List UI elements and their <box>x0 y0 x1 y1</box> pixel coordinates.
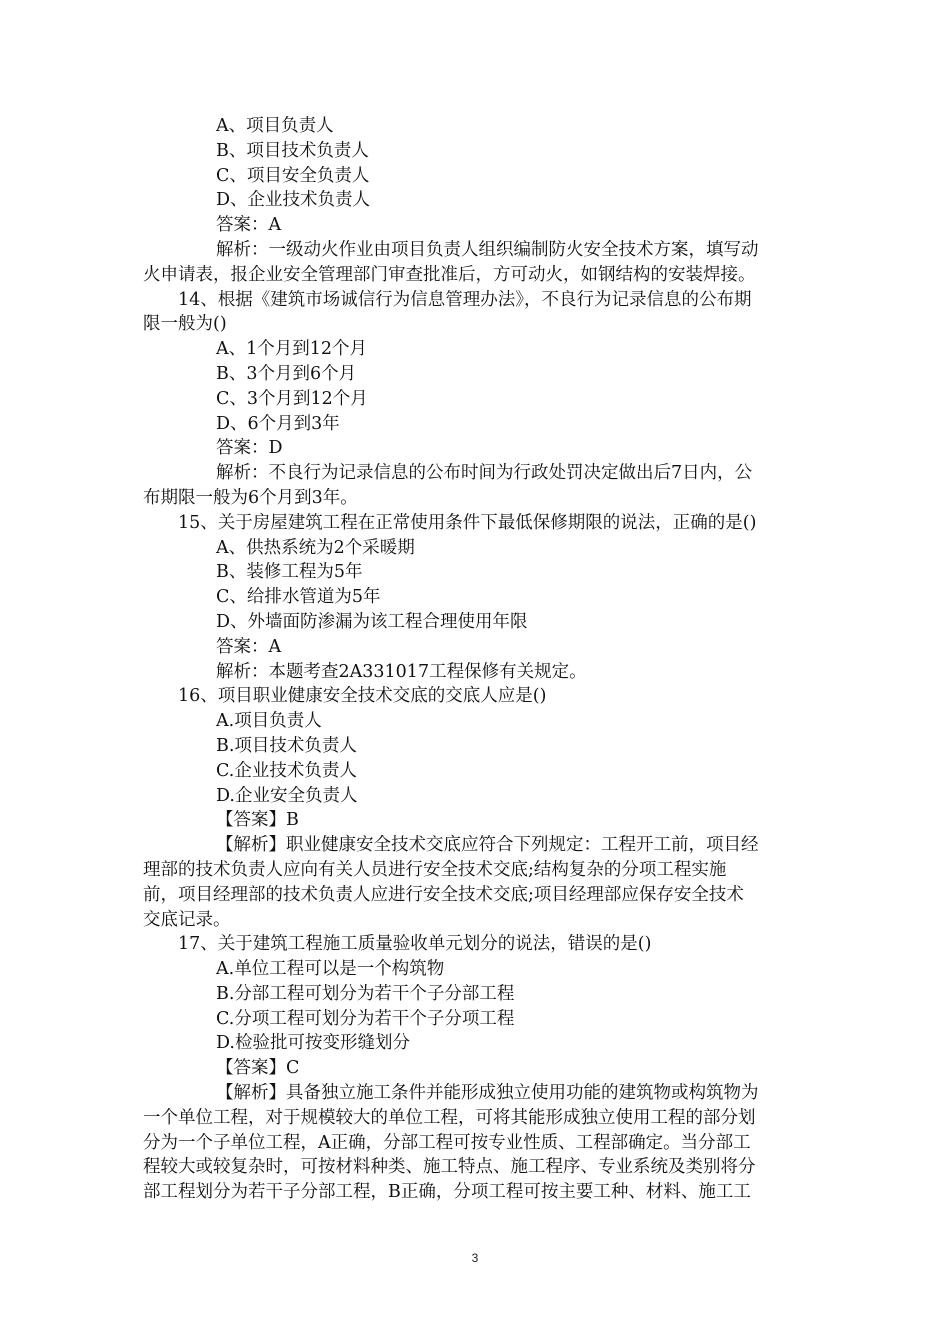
text-line: B、项目技术负责人 <box>216 140 369 161</box>
text-line: A.项目负责人 <box>216 711 322 732</box>
text-line: 程较大或较复杂时，可按材料种类、施工特点、施工程序、专业系统及类别将分 <box>143 1157 756 1178</box>
text-line: B.分部工程可划分为若干个子分部工程 <box>216 983 515 1004</box>
text-line: C、3个月到12个月 <box>216 388 368 409</box>
text-line: 16、项目职业健康安全技术交底的交底人应是() <box>178 686 547 707</box>
text-line: D、企业技术负责人 <box>216 190 371 211</box>
text-line: 限一般为() <box>143 314 227 335</box>
text-line: 【答案】B <box>216 810 299 831</box>
text-line: 【解析】具备独立施工条件并能形成独立使用功能的建筑物或构筑物为 <box>216 1083 759 1104</box>
text-line: C、项目安全负责人 <box>216 165 370 186</box>
text-line: 布期限一般为6个月到3年。 <box>143 487 358 508</box>
text-line: 15、关于房屋建筑工程在正常使用条件下最低保修期限的说法，正确的是() <box>178 512 757 533</box>
text-line: 前，项目经理部的技术负责人应进行安全技术交底;项目经理部应保存安全技术 <box>143 884 744 905</box>
text-line: D.检验批可按变形缝划分 <box>216 1033 410 1054</box>
text-line: 答案：A <box>216 636 282 657</box>
text-line: 【解析】职业健康安全技术交底应符合下列规定：工程开工前，项目经 <box>216 835 759 856</box>
text-line: C、给排水管道为5年 <box>216 587 381 608</box>
text-line: 解析：不良行为记录信息的公布时间为行政处罚决定做出后7日内，公 <box>216 463 753 484</box>
text-line: A、项目负责人 <box>216 116 334 136</box>
text-line: 分为一个子单位工程，A正确，分部工程可按专业性质、工程部确定。当分部工 <box>143 1132 751 1153</box>
text-line: 交底记录。 <box>143 909 231 930</box>
text-line: 【答案】C <box>216 1058 300 1079</box>
text-line: A、供热系统为2个采暖期 <box>216 537 415 558</box>
text-line: 答案：A <box>216 215 282 236</box>
text-line: D、6个月到3年 <box>216 413 340 434</box>
page-content <box>143 114 808 1205</box>
text-line: 解析：一级动火作业由项目负责人组织编制防火安全技术方案，填写动 <box>216 239 759 260</box>
text-line: 火申请表，报企业安全管理部门审查批准后，方可动火，如钢结构的安装焊接。 <box>143 264 756 285</box>
text-line: 一个单位工程，对于规模较大的单位工程，可将其能形成独立使用工程的部分划 <box>143 1107 756 1128</box>
text-line: 理部的技术负责人应向有关人员进行安全技术交底;结构复杂的分项工程实施 <box>143 859 727 880</box>
text-line: 14、根据《建筑市场诚信行为信息管理办法》，不良行为记录信息的公布期 <box>178 289 752 310</box>
text-line: 17、关于建筑工程施工质量验收单元划分的说法，错误的是() <box>178 934 652 955</box>
text-line: D.企业安全负责人 <box>216 785 358 806</box>
text-line: C.企业技术负责人 <box>216 760 357 781</box>
text-line: A、1个月到12个月 <box>216 339 368 360</box>
text-line: B、装修工程为5年 <box>216 562 363 583</box>
text-line: C.分项工程可划分为若干个子分项工程 <box>216 1008 515 1029</box>
text-line: B.项目技术负责人 <box>216 735 357 756</box>
text-line: 答案：D <box>216 438 283 459</box>
text-line: D、外墙面防渗漏为该工程合理使用年限 <box>216 611 528 632</box>
text-line: 部工程划分为若干子分部工程，B正确，分项工程可按主要工种、材料、施工工 <box>143 1182 751 1203</box>
page-number: 3 <box>471 1251 479 1265</box>
text-line: 解析：本题考查2A331017工程保修有关规定。 <box>216 661 587 682</box>
text-line: B、3个月到6个月 <box>216 363 357 384</box>
text-line: A.单位工程可以是一个构筑物 <box>216 959 445 980</box>
